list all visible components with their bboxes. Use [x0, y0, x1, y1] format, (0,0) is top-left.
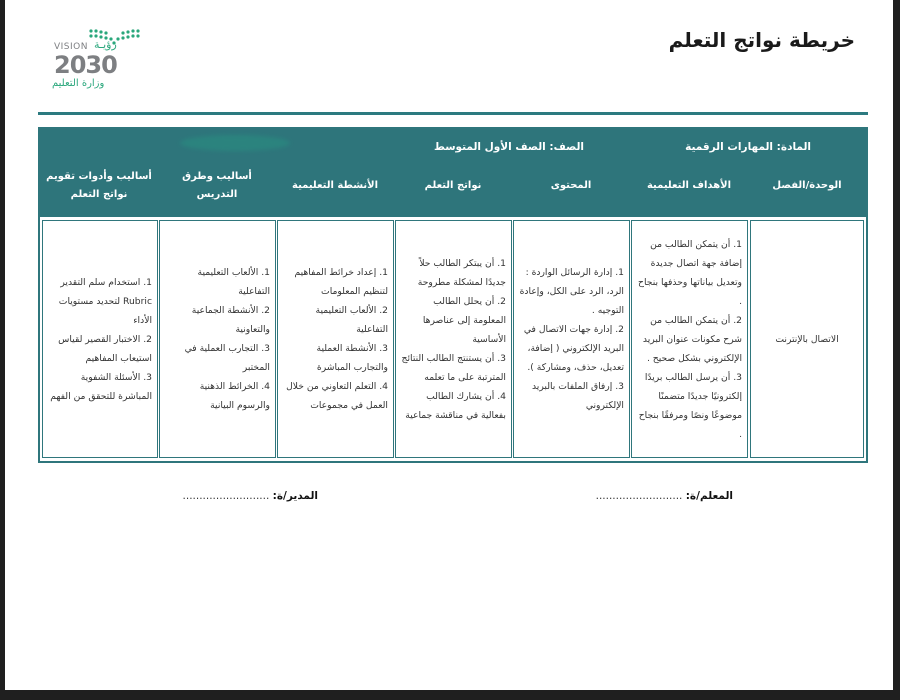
logo-ministry-name: وزارة التعليم [52, 78, 105, 89]
table-row [40, 217, 866, 461]
method-item: 4. الخرائط الذهنية والرسوم البيانية [199, 381, 270, 411]
redacted-field [180, 135, 290, 151]
activity-item: 2. الألعاب التعليمية التفاعلية [315, 305, 388, 335]
method-item: 2. الأنشطة الجماعية والتعاونية [191, 305, 270, 335]
outcome-item: 4. أن يشارك الطالب بفعالية في مناقشة جماعية [405, 390, 506, 421]
assessment-item: 3. الأسئلة الشفوية المباشرة للتحقق من الفهم [50, 371, 152, 402]
teacher-signature [596, 490, 733, 502]
header-divider [38, 112, 868, 115]
content-item: 1. إدارة الرسائل الواردة : الرد، الرد على الكل، وإعادة التوجيه . [519, 267, 624, 316]
activity-item: 4. التعلم التعاوني من خلال العمل في مجموعات [286, 381, 388, 411]
assessment-item: 1. استخدام سلم التقدير Rubric لتحديد مستويات الأداء [58, 276, 152, 326]
activity-item: 3. الأنشطة العملية والتجارب المباشرة [316, 343, 388, 373]
learning-outcomes-table [38, 127, 868, 463]
cell-unit: الاتصال بالإنترنت [750, 220, 864, 458]
column-header-assessment: أساليب وأدوات تقويم نواتج التعلم [46, 171, 152, 200]
objective-item: 2. أن يتمكن الطالب من شرح مكونات عنوان البريد الإلكتروني بشكل صحيح . [642, 314, 742, 364]
activity-item: 1. إعداد خرائط المفاهيم لتنظيم المعلومات [294, 267, 388, 297]
assessment-item: 2. الاختبار القصير لقياس استيعاب المفاهيم [58, 333, 152, 364]
method-item: 1. الألعاب التعليمية التفاعلية [197, 267, 270, 297]
logo-vision-text: VISION [54, 42, 88, 52]
logo-year: 2030 [54, 51, 117, 79]
cell-assessment [42, 220, 158, 458]
outcome-item: 3. أن يستنتج الطالب النتائج المترتبة على ما تعلمه [401, 352, 506, 383]
teacher-signature-line: .......................... [595, 490, 683, 502]
column-header-activities: الأنشطة التعليمية [292, 180, 379, 191]
grade-label: الصف: الصف الأول المتوسط [433, 141, 584, 153]
table-header [40, 129, 866, 217]
cell-activities [277, 220, 394, 458]
subject-label: المادة: المهارات الرقمية [685, 141, 811, 153]
column-header-outcomes: نواتج التعلم [424, 180, 482, 191]
document-page [5, 0, 893, 690]
column-header-unit: الوحدة/الفصل [772, 180, 842, 191]
column-header-objectives: الأهداف التعليمية [646, 180, 732, 191]
outcome-item: 1. أن يبتكر الطالب حلاً جديدًا لمشكلة مطروحة [417, 257, 506, 288]
content-item: 3. إرفاق الملفات بالبريد الإلكتروني [531, 381, 624, 411]
cell-content [513, 220, 630, 458]
vision-2030-logo [50, 26, 145, 92]
cell-objectives [631, 220, 748, 458]
cell-outcomes [395, 220, 512, 458]
principal-signature-line: .......................... [182, 490, 270, 502]
column-header-methods: أساليب وطرق التدريس [182, 171, 252, 200]
column-header-content: المحتوى [550, 180, 592, 191]
objective-item: 1. أن يتمكن الطالب من إضافة جهة اتصال جديدة وتعديل بياناتها وحذفها بنجاح . [638, 238, 742, 307]
outcome-item: 2. أن يحلل الطالب المعلومة إلى عناصرها الأساسية [422, 295, 506, 345]
method-item: 3. التجارب العملية في المختبر [184, 343, 270, 373]
teacher-label: المعلم/ة: [685, 490, 733, 502]
objective-item: 3. أن يرسل الطالب بريدًا إلكترونيًا جديدًا متضمنًا موضوعًا ونصًا ومرفقًا بنجاح . [638, 371, 742, 440]
principal-signature [183, 490, 318, 502]
content-item: 2. إدارة جهات الاتصال في البريد الإلكتروني ( إضافة، تعديل، حذف، ومشاركة ). [523, 324, 624, 373]
principal-label: المدير/ة: [272, 490, 318, 502]
cell-methods [159, 220, 276, 458]
logo-vision-arabic: رؤيـة [94, 38, 117, 51]
page-title: خريطة نواتج التعلم [668, 28, 855, 52]
